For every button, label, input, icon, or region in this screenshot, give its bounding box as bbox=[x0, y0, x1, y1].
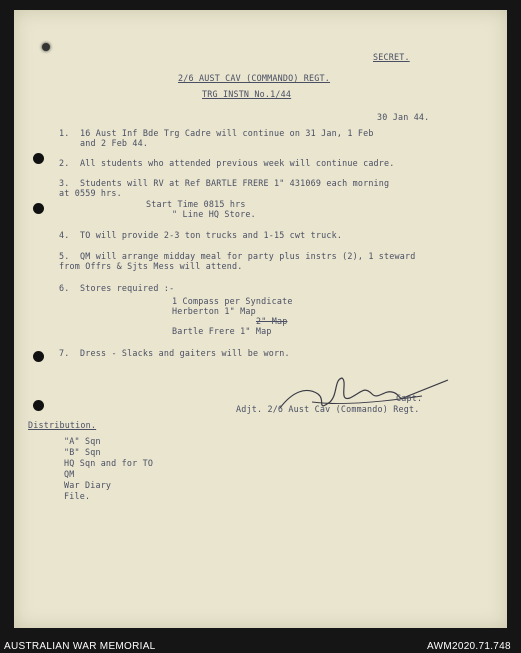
distribution-item: QM bbox=[64, 469, 75, 479]
document-date: 30 Jan 44. bbox=[377, 112, 430, 122]
item-line-struck: 2" Map bbox=[256, 316, 288, 326]
item-line: 16 Aust Inf Bde Trg Cadre will continue on 31 Jan, 1 Feb bbox=[80, 128, 374, 138]
distribution-item: "A" Sqn bbox=[64, 436, 101, 446]
item-number: 2. bbox=[59, 158, 70, 168]
item-line: TO will provide 2-3 ton trucks and 1-15 cwt truck. bbox=[80, 230, 343, 240]
item-line: at 0559 hrs. bbox=[59, 188, 122, 198]
item-number: 1. bbox=[59, 128, 70, 138]
item-line: " Line HQ Store. bbox=[172, 209, 256, 219]
item-line: All students who attended previous week will continue cadre. bbox=[80, 158, 395, 168]
staple-mark bbox=[42, 43, 50, 51]
punch-hole bbox=[33, 203, 44, 214]
item-number: 7. bbox=[59, 348, 70, 358]
item-line: from Offrs & Sjts Mess will attend. bbox=[59, 261, 243, 271]
item-line: Stores required :- bbox=[80, 283, 175, 293]
distribution-item: HQ Sqn and for TO bbox=[64, 458, 154, 468]
signature-block: Adjt. 2/6 Aust Cav (Commando) Regt. bbox=[236, 404, 420, 414]
item-line: QM will arrange midday meal for party plus instrs (2), 1 steward bbox=[80, 251, 416, 261]
handwritten-signature bbox=[272, 372, 462, 422]
footer-credit: AUSTRALIAN WAR MEMORIAL bbox=[4, 641, 156, 652]
item-number: 6. bbox=[59, 283, 70, 293]
distribution-item: "B" Sqn bbox=[64, 447, 101, 457]
item-line: 1 Compass per Syndicate bbox=[172, 296, 293, 306]
item-line: Start Time 0815 hrs bbox=[146, 199, 246, 209]
item-number: 4. bbox=[59, 230, 70, 240]
instruction-title: TRG INSTN No.1/44 bbox=[202, 89, 292, 99]
item-line: Herberton 1" Map bbox=[172, 306, 256, 316]
document-page bbox=[14, 10, 507, 628]
distribution-heading: Distribution. bbox=[28, 420, 97, 430]
classification: SECRET. bbox=[373, 52, 410, 62]
unit-title: 2/6 AUST CAV (COMMANDO) REGT. bbox=[178, 73, 331, 83]
item-number: 5. bbox=[59, 251, 70, 261]
punch-hole bbox=[33, 153, 44, 164]
item-number: 3. bbox=[59, 178, 70, 188]
footer-accession: AWM2020.71.748 bbox=[427, 641, 511, 652]
item-line: Dress - Slacks and gaiters will be worn. bbox=[80, 348, 290, 358]
signature-rank: Capt. bbox=[396, 393, 423, 403]
item-line: and 2 Feb 44. bbox=[80, 138, 149, 148]
item-line: Students will RV at Ref BARTLE FRERE 1" 431069 each morning bbox=[80, 178, 390, 188]
punch-hole bbox=[33, 400, 44, 411]
punch-hole bbox=[33, 351, 44, 362]
distribution-item: War Diary bbox=[64, 480, 112, 490]
item-line: Bartle Frere 1" Map bbox=[172, 326, 272, 336]
distribution-item: File. bbox=[64, 491, 91, 501]
